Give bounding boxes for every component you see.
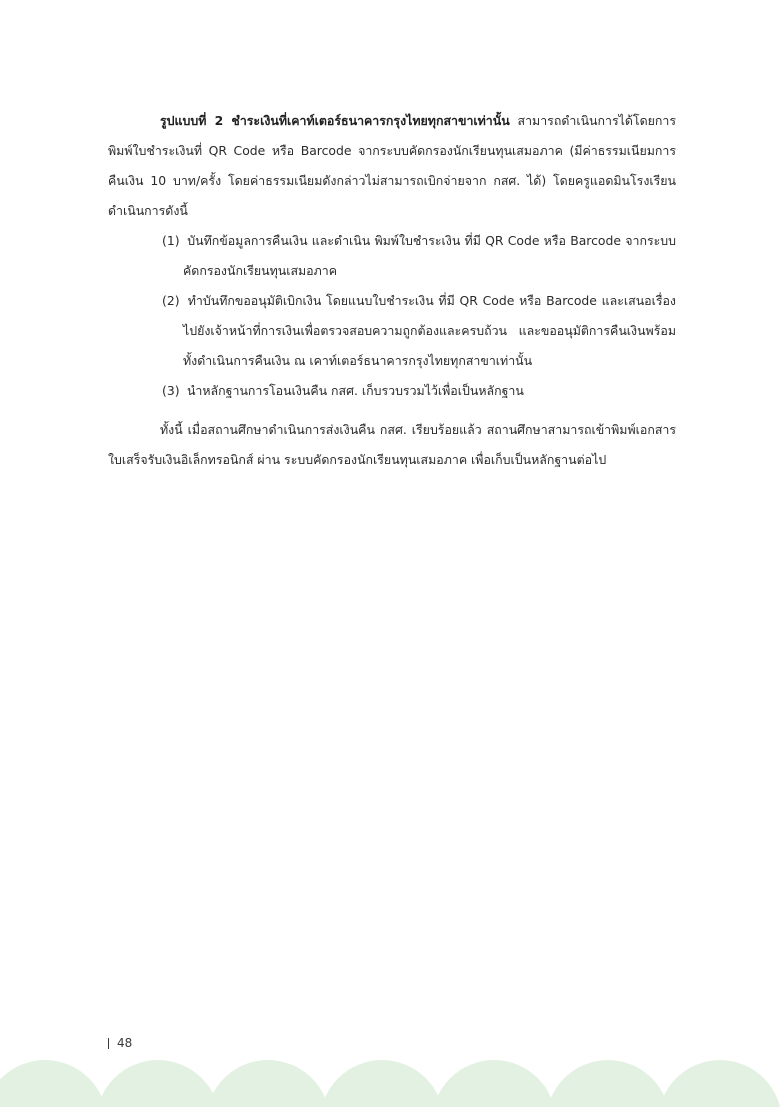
step-text: บันทึกข้อมูลการคืนเงิน และดำเนิน พิมพ์ใบชำระเงิน ที่มี QR Code หรือ Barcode จากระบบคัดกรองนักเรียนทุนเสมอภาค (183, 233, 676, 278)
steps-list (108, 226, 676, 406)
decorative-circles (0, 1060, 783, 1107)
decor-circle (96, 1060, 220, 1107)
decor-circle (546, 1060, 670, 1107)
decor-circle (0, 1060, 107, 1107)
list-item (108, 226, 676, 286)
spacer (108, 406, 676, 415)
decor-circle (206, 1060, 330, 1107)
page-number: 48 (117, 1036, 133, 1050)
footer-divider (108, 1038, 109, 1049)
list-item (108, 286, 676, 376)
step-number: (1) (162, 233, 180, 248)
list-item (108, 376, 676, 406)
step-number: (3) (162, 383, 180, 398)
page-footer (108, 1036, 132, 1050)
payment-method-description: สามารถดำเนินการได้โดยการพิมพ์ใบชำระเงินที่ QR Code หรือ Barcode จากระบบคัดกรองนักเรียนทุนเสมอภาค (มีค่าธรรมเนียมการคืนเงิน 10 บาท/ครั้ง โดยค่าธรรมเนียมดังกล่าวไม่สามารถเบิกจ่ายจาก กสศ. ได้) โดยครูแอดมินโรงเรียนดำเนินการดังนี้ (108, 113, 676, 218)
step-text: ทำบันทึกขออนุมัติเบิกเงิน โดยแนบใบชำระเงิน ที่มี QR Code หรือ Barcode และเสนอเรื่องไปยังเจ้าหน้าที่การเงินเพื่อตรวจสอบความถูกต้องและครบถ้วน และขออนุมัติการคืนเงินพร้อมทั้งดำเนินการคืนเงิน ณ เคาท์เตอร์ธนาคารกรุงไทยทุกสาขาเท่านั้น (183, 293, 676, 368)
payment-method-heading: รูปแบบที่ 2 ชำระเงินที่เคาท์เตอร์ธนาคารกรุงไทยทุกสาขาเท่านั้น (160, 113, 510, 128)
step-number: (2) (162, 293, 180, 308)
page-content (108, 106, 676, 475)
decor-circle (432, 1060, 556, 1107)
decor-circle (320, 1060, 444, 1107)
decor-circle (658, 1060, 782, 1107)
step-text: นำหลักฐานการโอนเงินคืน กสศ. เก็บรวบรวมไว้เพื่อเป็นหลักฐาน (186, 383, 524, 398)
paragraph-receipt-note: ทั้งนี้ เมื่อสถานศึกษาดำเนินการส่งเงินคืน กสศ. เรียบร้อยแล้ว สถานศึกษาสามารถเข้าพิมพ์เอกสารใบเสร็จรับเงินอิเล็กทรอนิกส์ ผ่าน ระบบคัดกรองนักเรียนทุนเสมอภาค เพื่อเก็บเป็นหลักฐานต่อไป (108, 422, 676, 467)
paragraph-payment-method-2 (108, 106, 676, 226)
